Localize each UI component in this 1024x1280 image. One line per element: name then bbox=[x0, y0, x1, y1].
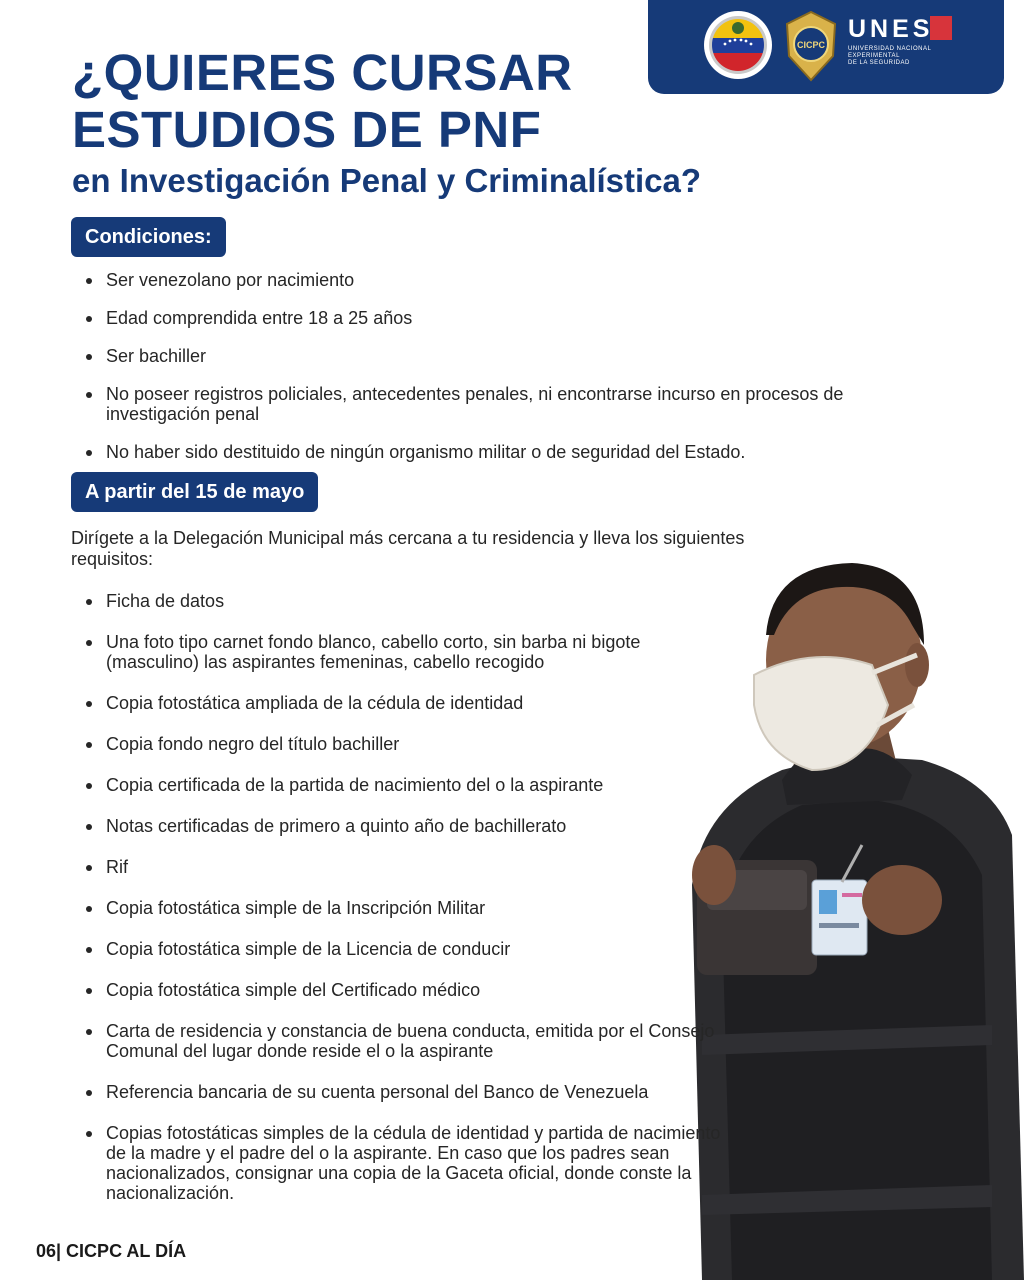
list-item: No haber sido destituido de ningún organismo militar o de seguridad del Estado. bbox=[84, 442, 924, 462]
list-item: Ser venezolano por nacimiento bbox=[84, 270, 924, 290]
list-item: Copia fotostática simple del Certificado médico bbox=[84, 980, 734, 1000]
list-item: Ficha de datos bbox=[84, 591, 734, 611]
unes-subtitle bbox=[848, 46, 956, 67]
list-item: Referencia bancaria de su cuenta personal del Banco de Venezuela bbox=[84, 1082, 734, 1102]
page-subtitle: en Investigación Penal y Criminalística? bbox=[72, 162, 702, 199]
list-item: Una foto tipo carnet fondo blanco, cabello corto, sin barba ni bigote (masculino) las aspirantes femeninas, cabello recogido bbox=[84, 632, 734, 672]
conditions-label: Condiciones: bbox=[71, 217, 226, 257]
requirements-list bbox=[84, 591, 734, 1224]
page-title bbox=[72, 44, 573, 158]
page-footer: 06| CICPC AL DÍA bbox=[36, 1241, 187, 1261]
venezuela-seal-logo bbox=[703, 10, 773, 80]
list-item: Copia fotostática simple de la Licencia de conducir bbox=[84, 939, 734, 959]
list-item: Copias fotostáticas simples de la cédula de identidad y partida de nacimiento de la madre y el padre del o la aspirante. En caso que los padres sean nacionalizados, consignar una copia de la Gaceta oficial, donde conste la nacionalización. bbox=[84, 1123, 734, 1203]
unes-logo bbox=[848, 14, 956, 66]
list-item: Copia certificada de la partida de nacimiento del o la aspirante bbox=[84, 775, 734, 795]
list-item: Ser bachiller bbox=[84, 346, 924, 366]
unes-sub-line2: DE LA SEGURIDAD bbox=[848, 60, 910, 66]
list-item: Edad comprendida entre 18 a 25 años bbox=[84, 308, 924, 328]
date-label: A partir del 15 de mayo bbox=[71, 472, 318, 512]
title-line-2: ESTUDIOS DE PNF bbox=[72, 101, 542, 158]
list-item: Rif bbox=[84, 857, 734, 877]
requirements-intro: Dirígete a la Delegación Municipal más cercana a tu residencia y lleva los siguientes requisitos: bbox=[71, 528, 745, 569]
list-item: Notas certificadas de primero a quinto año de bachillerato bbox=[84, 816, 734, 836]
title-line-1: ¿QUIERES CURSAR bbox=[72, 44, 573, 101]
conditions-list bbox=[84, 270, 924, 480]
list-item: Carta de residencia y constancia de buena conducta, emitida por el Consejo Comunal del lugar donde reside el o la aspirante bbox=[84, 1021, 734, 1061]
list-item: No poseer registros policiales, antecedentes penales, ni encontrarse incurso en procesos de investigación penal bbox=[84, 384, 924, 424]
unes-wordmark: UNES bbox=[848, 15, 934, 43]
unes-sub-line1: UNIVERSIDAD NACIONAL EXPERIMENTAL bbox=[848, 46, 932, 59]
list-item: Copia fotostática ampliada de la cédula de identidad bbox=[84, 693, 734, 713]
list-item: Copia fotostática simple de la Inscripción Militar bbox=[84, 898, 734, 918]
list-item: Copia fondo negro del título bachiller bbox=[84, 734, 734, 754]
cicpc-initials: CICPC bbox=[796, 40, 826, 50]
cicpc-badge-logo bbox=[783, 10, 839, 82]
